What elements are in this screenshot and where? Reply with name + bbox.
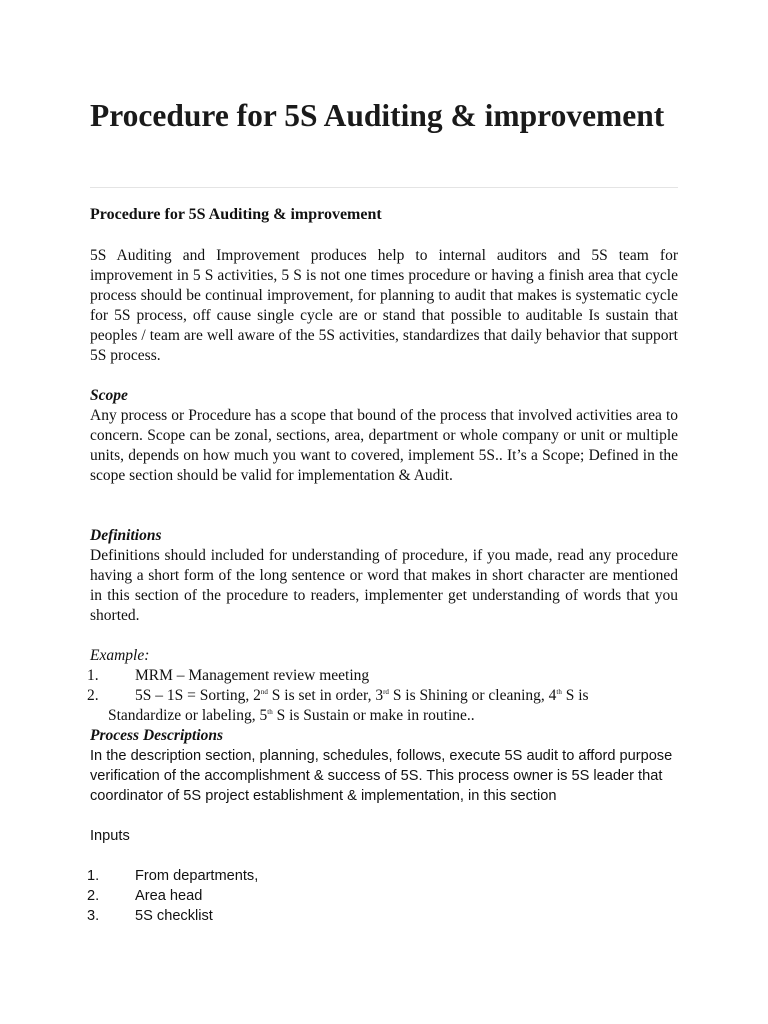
list-number: 1. [87,667,99,684]
process-paragraph: In the description section, planning, schedules, follows, execute 5S audit to afford purpose verification of the accomplishment & success of 5S. This process owner is 5S leader that coordinator of 5S project establishment & implementation, in this section [90,748,673,804]
inputs-label: Inputs [90,828,130,844]
list-number: 2. [87,687,99,704]
list-text: MRM – Management review meeting [135,667,370,684]
definitions-heading: Definitions [90,527,162,544]
list-number: 3. [87,908,100,924]
list-text: 5S checklist [135,908,213,924]
list-text: 5S – 1S = Sorting, 2nd S is set in order, 3rd S is Shining or cleaning, 4th S is [135,687,589,704]
definitions-paragraph: Definitions should included for understanding of procedure, if you made, read any procedure having a short form of the long sentence or word that makes in short character are mentioned in this section of the procedure to readers, implementer get understanding of words that you shorted. [90,547,678,624]
list-number: 1. [87,868,100,884]
scope-paragraph: Any process or Procedure has a scope that bound of the process that involved activities area to concern. Scope can be zonal, sections, area, department or whole company or unit or multiple units, depends on how much you want to covered, implement 5S.. It’s a Scope; Defined in the scope section should be valid for implementation & Audit. [90,407,678,484]
list-number: 2. [87,888,100,904]
example-label: Example: [90,647,150,664]
process-heading: Process Descriptions [90,727,224,744]
scope-heading: Scope [90,387,128,404]
document-title: Procedure for 5S Auditing & improvement [90,98,665,133]
list-text: From departments, [135,868,259,884]
section-subtitle: Procedure for 5S Auditing & improvement [90,206,382,223]
example-item-2-continuation: Standardize or labeling, 5th S is Sustain or make in routine.. [108,707,475,724]
title-divider [90,187,678,188]
intro-paragraph: 5S Auditing and Improvement produces help to internal auditors and 5S team for improvement in 5 S activities, 5 S is not one times procedure or having a finish area that cycle process should be continual improvement, for planning to audit that makes is systematic cycle for 5S process, off cause single cycle are or stand that possible to auditable Is sustain that peoples / team are well aware of the 5S activities, standardizes that daily behavior that support 5S process. [90,247,678,364]
list-text: Area head [135,888,203,904]
